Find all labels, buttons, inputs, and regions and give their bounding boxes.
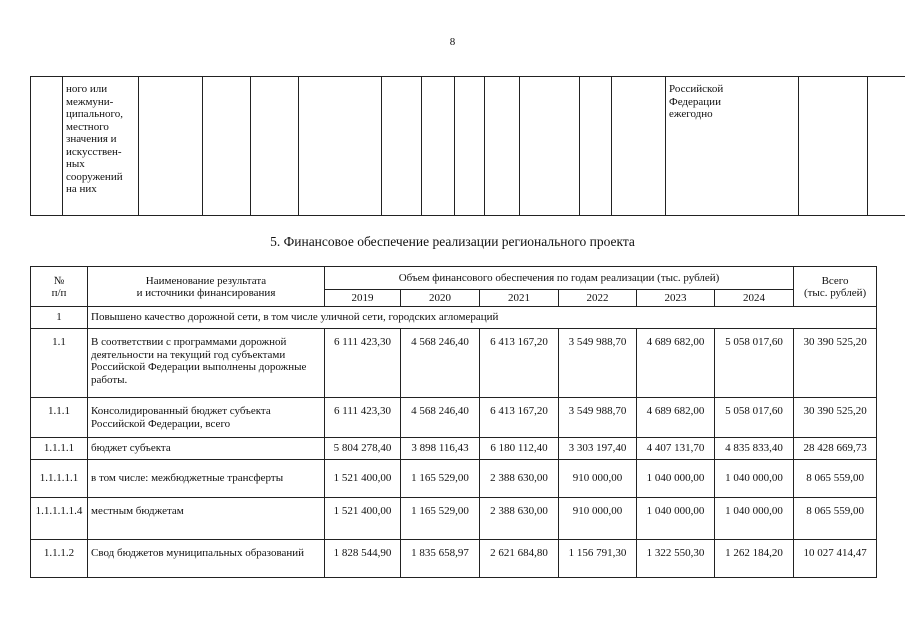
value-cell: 1 165 529,00 — [401, 498, 480, 540]
header-volume: Объем финансового обеспечения по годам реализации (тыс. рублей) — [325, 267, 794, 290]
cell — [382, 77, 422, 216]
row-number: 1.1.1.1.1 — [31, 460, 88, 498]
section-title: 5. Финансовое обеспечение реализации регионального проекта — [270, 234, 635, 249]
total-cell: 8 065 559,00 — [794, 460, 877, 498]
value-cell: 1 521 400,00 — [325, 498, 401, 540]
header-year: 2023 — [637, 290, 715, 307]
table-row — [31, 498, 877, 540]
row-number: 1.1.1.1 — [31, 438, 88, 460]
value-cell: 5 058 017,60 — [715, 329, 794, 398]
value-cell: 1 262 184,20 — [715, 540, 794, 578]
cell — [612, 77, 666, 216]
header-year: 2021 — [480, 290, 559, 307]
value-cell: 2 621 684,80 — [480, 540, 559, 578]
cell — [422, 77, 455, 216]
value-cell: 4 689 682,00 — [637, 329, 715, 398]
value-cell: 4 407 131,70 — [637, 438, 715, 460]
value-cell: 1 040 000,00 — [715, 498, 794, 540]
row-name: В соответствии с программами дорожной деятельности на текущий год субъектами Российской Федерации выполнены дорожные работы. — [88, 329, 325, 398]
value-cell: 6 180 112,40 — [480, 438, 559, 460]
row-name: в том числе: межбюджетные трансферты — [88, 460, 325, 498]
value-cell: 3 549 988,70 — [559, 329, 637, 398]
total-cell: 8 065 559,00 — [794, 498, 877, 540]
value-cell: 4 568 246,40 — [401, 398, 480, 438]
value-cell: 3 303 197,40 — [559, 438, 637, 460]
value-cell: 1 040 000,00 — [715, 460, 794, 498]
cell — [203, 77, 251, 216]
row-name: Свод бюджетов муниципальных образований — [88, 540, 325, 578]
result-name-cell: ного или межмуни- ципального, местного значения и искусствен- ных сооружений на них — [63, 77, 139, 216]
continuation-table — [30, 76, 905, 216]
value-cell: 4 689 682,00 — [637, 398, 715, 438]
value-cell: 1 322 550,30 — [637, 540, 715, 578]
value-cell: 6 111 423,30 — [325, 398, 401, 438]
value-cell: 1 835 658,97 — [401, 540, 480, 578]
page-number: 8 — [449, 36, 456, 48]
header-year: 2020 — [401, 290, 480, 307]
total-cell: 30 390 525,20 — [794, 329, 877, 398]
table-row — [31, 460, 877, 498]
cell — [31, 77, 63, 216]
table-row — [31, 398, 877, 438]
continuation-row — [31, 77, 905, 216]
cell — [139, 77, 203, 216]
cell — [520, 77, 580, 216]
total-cell: 10 027 414,47 — [794, 540, 877, 578]
row-number: 1.1.1 — [31, 398, 88, 438]
section-num: 1 — [31, 307, 88, 329]
table-row — [31, 438, 877, 460]
cell — [485, 77, 520, 216]
financial-table — [30, 266, 877, 578]
value-cell: 5 058 017,60 — [715, 398, 794, 438]
value-cell: 2 388 630,00 — [480, 498, 559, 540]
header-total: Всего (тыс. рублей) — [794, 267, 877, 307]
cell — [455, 77, 485, 216]
cell — [868, 77, 905, 216]
value-cell: 3 898 116,43 — [401, 438, 480, 460]
row-name: местным бюджетам — [88, 498, 325, 540]
table-row — [31, 540, 877, 578]
total-cell: 30 390 525,20 — [794, 398, 877, 438]
row-number: 1.1.1.2 — [31, 540, 88, 578]
value-cell: 1 828 544,90 — [325, 540, 401, 578]
value-cell: 6 111 423,30 — [325, 329, 401, 398]
total-cell: 28 428 669,73 — [794, 438, 877, 460]
header-row — [31, 267, 877, 290]
row-name: Консолидированный бюджет субъекта Российской Федерации, всего — [88, 398, 325, 438]
table-row — [31, 329, 877, 398]
row-number: 1.1.1.1.1.4 — [31, 498, 88, 540]
value-cell: 4 568 246,40 — [401, 329, 480, 398]
header-year: 2024 — [715, 290, 794, 307]
row-number: 1.1 — [31, 329, 88, 398]
header-num: № п/п — [31, 267, 88, 307]
value-cell: 1 040 000,00 — [637, 498, 715, 540]
value-cell: 5 804 278,40 — [325, 438, 401, 460]
header-name: Наименование результата и источники финансирования — [88, 267, 325, 307]
cell — [251, 77, 299, 216]
value-cell: 3 549 988,70 — [559, 398, 637, 438]
value-cell: 6 413 167,20 — [480, 398, 559, 438]
value-cell: 6 413 167,20 — [480, 329, 559, 398]
value-cell: 1 156 791,30 — [559, 540, 637, 578]
cell — [580, 77, 612, 216]
cell — [799, 77, 868, 216]
value-cell: 1 040 000,00 — [637, 460, 715, 498]
section-text: Повышено качество дорожной сети, в том числе уличной сети, городских агломераций — [88, 307, 877, 329]
value-cell: 1 521 400,00 — [325, 460, 401, 498]
value-cell: 4 835 833,40 — [715, 438, 794, 460]
value-cell: 910 000,00 — [559, 498, 637, 540]
value-cell: 1 165 529,00 — [401, 460, 480, 498]
header-year: 2022 — [559, 290, 637, 307]
value-cell: 2 388 630,00 — [480, 460, 559, 498]
cell — [299, 77, 382, 216]
header-year: 2019 — [325, 290, 401, 307]
value-cell: 910 000,00 — [559, 460, 637, 498]
row-name: бюджет субъекта — [88, 438, 325, 460]
section-row — [31, 307, 877, 329]
periodicity-cell: Российской Федерации ежегодно — [666, 77, 799, 216]
